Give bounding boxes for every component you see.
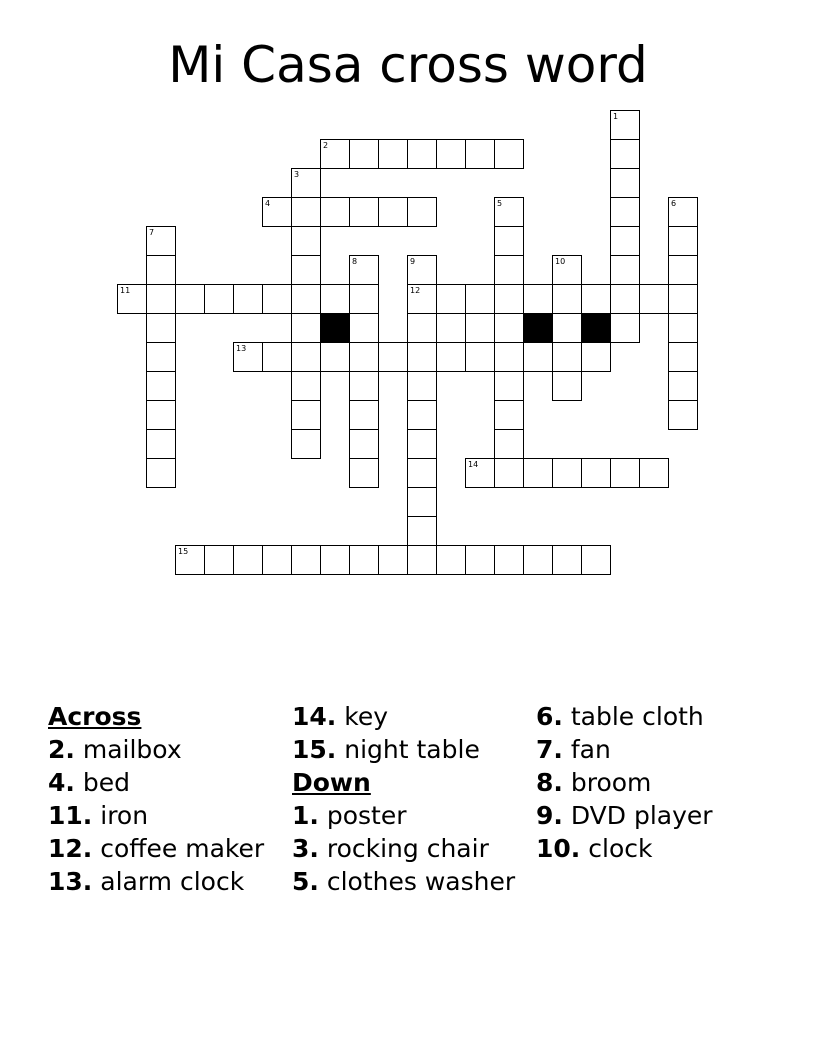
grid-cell[interactable] (407, 197, 437, 227)
grid-cell[interactable] (146, 371, 176, 401)
clue-down-8: 8. broom (536, 768, 652, 797)
grid-cell[interactable] (291, 545, 321, 575)
grid-cell[interactable] (552, 255, 582, 285)
clue-column-3 (536, 702, 772, 867)
grid-cell[interactable] (407, 284, 437, 314)
clue-list (48, 702, 768, 952)
grid-cell[interactable] (233, 284, 263, 314)
grid-cell[interactable] (436, 545, 466, 575)
grid-cell[interactable] (233, 342, 263, 372)
grid-cell[interactable] (291, 168, 321, 198)
grid-cell[interactable] (378, 342, 408, 372)
grid-cell[interactable] (494, 429, 524, 459)
grid-cell[interactable] (407, 516, 437, 546)
puzzle-title: Mi Casa cross word (168, 36, 648, 94)
grid-cell[interactable] (494, 139, 524, 169)
grid-cell[interactable] (146, 284, 176, 314)
grid-cell[interactable] (262, 284, 292, 314)
grid-cell[interactable] (494, 371, 524, 401)
clue-across-15: 15. night table (292, 735, 480, 764)
grid-cell[interactable] (320, 197, 350, 227)
grid-cell[interactable] (349, 284, 379, 314)
grid-cell[interactable] (436, 313, 466, 343)
clue-number: 15 (178, 547, 189, 556)
grid-cell[interactable] (610, 458, 640, 488)
grid-cell[interactable] (291, 313, 321, 343)
grid-cell[interactable] (407, 313, 437, 343)
grid-cell[interactable] (494, 313, 524, 343)
clue-number: 10 (555, 257, 566, 266)
clue-number: 12 (410, 286, 421, 295)
grid-cell[interactable] (668, 226, 698, 256)
grid-cell[interactable] (262, 197, 292, 227)
grid-cell[interactable] (436, 342, 466, 372)
grid-cell[interactable] (610, 197, 640, 227)
grid-cell[interactable] (349, 371, 379, 401)
grid-cell[interactable] (291, 226, 321, 256)
grid-cell[interactable] (349, 313, 379, 343)
clue-number: 14 (468, 460, 479, 469)
grid-cell[interactable] (552, 284, 582, 314)
grid-cell[interactable] (407, 458, 437, 488)
clue-down-6: 6. table cloth (536, 702, 704, 731)
grid-cell[interactable] (581, 342, 611, 372)
grid-cell[interactable] (610, 313, 640, 343)
grid-cell[interactable] (320, 139, 350, 169)
grid-cell[interactable] (639, 458, 669, 488)
clue-across-11: 11. iron (48, 801, 149, 830)
clue-number: 4 (265, 199, 271, 208)
grid-cell[interactable] (494, 400, 524, 430)
grid-cell[interactable] (146, 429, 176, 459)
clue-down-3: 3. rocking chair (292, 834, 489, 863)
grid-cell[interactable] (117, 284, 147, 314)
grid-cell[interactable] (378, 545, 408, 575)
grid-cell[interactable] (523, 342, 553, 372)
grid-cell[interactable] (146, 400, 176, 430)
clue-number: 7 (149, 228, 155, 237)
grid-cell[interactable] (552, 371, 582, 401)
grid-block (320, 313, 350, 343)
grid-cell[interactable] (552, 342, 582, 372)
grid-cell[interactable] (552, 313, 582, 343)
grid-cell[interactable] (349, 139, 379, 169)
grid-cell[interactable] (523, 458, 553, 488)
grid-cell[interactable] (436, 139, 466, 169)
grid-cell[interactable] (378, 139, 408, 169)
grid-cell[interactable] (146, 342, 176, 372)
grid-cell[interactable] (233, 545, 263, 575)
grid-block (523, 313, 553, 343)
grid-cell[interactable] (668, 342, 698, 372)
grid-cell[interactable] (552, 545, 582, 575)
clue-across-2: 2. mailbox (48, 735, 182, 764)
grid-cell[interactable] (146, 313, 176, 343)
grid-cell[interactable] (610, 255, 640, 285)
grid-cell[interactable] (639, 284, 669, 314)
grid-cell[interactable] (291, 371, 321, 401)
clue-column-1 (48, 702, 284, 900)
clue-across-12: 12. coffee maker (48, 834, 265, 863)
grid-cell[interactable] (291, 429, 321, 459)
grid-cell[interactable] (465, 545, 495, 575)
grid-cell[interactable] (610, 110, 640, 140)
clue-down-10: 10. clock (536, 834, 653, 863)
grid-cell[interactable] (581, 545, 611, 575)
clue-number: 9 (410, 257, 416, 266)
grid-cell[interactable] (407, 487, 437, 517)
grid-cell[interactable] (291, 197, 321, 227)
grid-cell[interactable] (262, 342, 292, 372)
grid-cell[interactable] (407, 342, 437, 372)
clue-number: 2 (323, 141, 329, 150)
across-header: Across (48, 702, 142, 731)
grid-cell[interactable] (610, 284, 640, 314)
grid-cell[interactable] (668, 284, 698, 314)
clue-across-14: 14. key (292, 702, 389, 731)
grid-cell[interactable] (407, 429, 437, 459)
clue-number: 8 (352, 257, 358, 266)
grid-cell[interactable] (407, 400, 437, 430)
grid-cell[interactable] (349, 545, 379, 575)
grid-cell[interactable] (291, 342, 321, 372)
grid-cell[interactable] (407, 139, 437, 169)
grid-cell[interactable] (262, 545, 292, 575)
grid-block (581, 313, 611, 343)
grid-cell[interactable] (465, 284, 495, 314)
clue-number: 5 (497, 199, 503, 208)
grid-cell[interactable] (465, 458, 495, 488)
grid-cell[interactable] (523, 545, 553, 575)
grid-cell[interactable] (494, 342, 524, 372)
grid-cell[interactable] (494, 458, 524, 488)
grid-cell[interactable] (349, 197, 379, 227)
grid-cell[interactable] (494, 226, 524, 256)
grid-cell[interactable] (552, 458, 582, 488)
grid-cell[interactable] (407, 371, 437, 401)
grid-cell[interactable] (407, 545, 437, 575)
grid-cell[interactable] (668, 371, 698, 401)
grid-cell[interactable] (436, 284, 466, 314)
clue-down-5: 5. clothes washer (292, 867, 516, 896)
grid-cell[interactable] (668, 313, 698, 343)
grid-cell[interactable] (407, 255, 437, 285)
grid-cell[interactable] (610, 139, 640, 169)
clue-across-4: 4. bed (48, 768, 130, 797)
grid-cell[interactable] (523, 284, 553, 314)
grid-cell[interactable] (494, 284, 524, 314)
grid-cell[interactable] (610, 226, 640, 256)
grid-cell[interactable] (320, 284, 350, 314)
grid-cell[interactable] (349, 400, 379, 430)
grid-cell[interactable] (146, 255, 176, 285)
grid-cell[interactable] (291, 400, 321, 430)
clue-number: 1 (613, 112, 619, 121)
grid-cell[interactable] (204, 545, 234, 575)
grid-cell[interactable] (378, 197, 408, 227)
grid-cell[interactable] (349, 255, 379, 285)
grid-cell[interactable] (610, 168, 640, 198)
grid-cell[interactable] (494, 255, 524, 285)
clue-column-2 (292, 702, 528, 900)
grid-cell[interactable] (349, 342, 379, 372)
grid-cell[interactable] (291, 255, 321, 285)
grid-cell[interactable] (291, 284, 321, 314)
grid-cell[interactable] (175, 284, 205, 314)
clue-down-9: 9. DVD player (536, 801, 713, 830)
clue-across-13: 13. alarm clock (48, 867, 245, 896)
grid-cell[interactable] (581, 284, 611, 314)
grid-cell[interactable] (668, 255, 698, 285)
grid-cell[interactable] (465, 139, 495, 169)
grid-cell[interactable] (320, 342, 350, 372)
clue-number: 6 (671, 199, 677, 208)
clue-down-1: 1. poster (292, 801, 407, 830)
grid-cell[interactable] (668, 400, 698, 430)
clue-number: 11 (120, 286, 131, 295)
grid-cell[interactable] (146, 458, 176, 488)
grid-cell[interactable] (204, 284, 234, 314)
grid-cell[interactable] (494, 545, 524, 575)
clue-number: 3 (294, 170, 300, 179)
grid-cell[interactable] (465, 342, 495, 372)
grid-cell[interactable] (175, 545, 205, 575)
grid-cell[interactable] (320, 545, 350, 575)
grid-cell[interactable] (494, 197, 524, 227)
clue-number: 13 (236, 344, 247, 353)
grid-cell[interactable] (146, 226, 176, 256)
clue-down-7: 7. fan (536, 735, 611, 764)
grid-cell[interactable] (349, 429, 379, 459)
grid-cell[interactable] (668, 197, 698, 227)
down-header: Down (292, 768, 371, 797)
grid-cell[interactable] (465, 313, 495, 343)
grid-cell[interactable] (581, 458, 611, 488)
grid-cell[interactable] (349, 458, 379, 488)
